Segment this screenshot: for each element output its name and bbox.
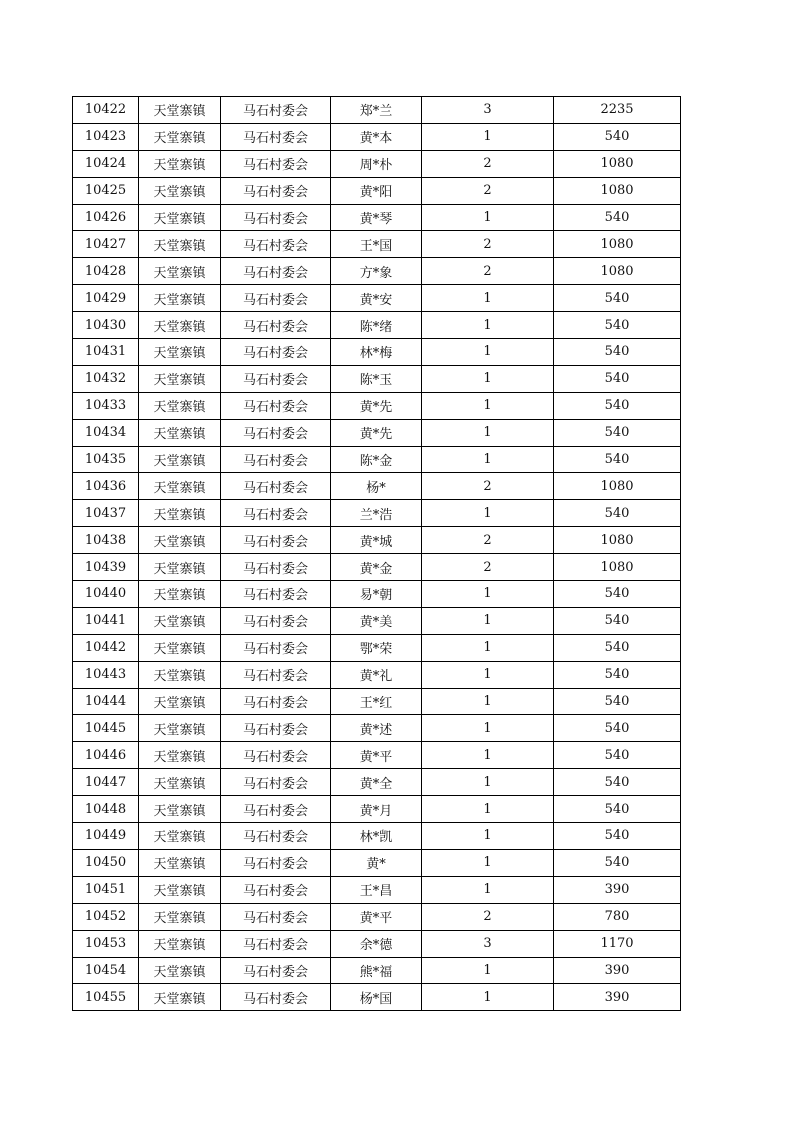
name-cell: 鄂*荣	[331, 634, 422, 661]
town-cell: 天堂寨镇	[139, 339, 221, 366]
household-count-cell: 1	[422, 339, 554, 366]
household-count-cell: 1	[422, 957, 554, 984]
row-id-cell: 10436	[73, 473, 139, 500]
amount-cell: 540	[554, 796, 681, 823]
amount-cell: 780	[554, 903, 681, 930]
household-count-cell: 1	[422, 581, 554, 608]
row-id-cell: 10448	[73, 796, 139, 823]
name-cell: 周*朴	[331, 150, 422, 177]
town-cell: 天堂寨镇	[139, 957, 221, 984]
town-cell: 天堂寨镇	[139, 527, 221, 554]
household-count-cell: 2	[422, 150, 554, 177]
name-cell: 黄*本	[331, 123, 422, 150]
amount-cell: 1080	[554, 473, 681, 500]
table-row	[73, 285, 681, 312]
row-id-cell: 10455	[73, 984, 139, 1011]
village-committee-cell: 马石村委会	[221, 715, 331, 742]
name-cell: 林*梅	[331, 339, 422, 366]
town-cell: 天堂寨镇	[139, 796, 221, 823]
row-id-cell: 10443	[73, 661, 139, 688]
household-count-cell: 1	[422, 607, 554, 634]
village-committee-cell: 马石村委会	[221, 661, 331, 688]
name-cell: 王*昌	[331, 876, 422, 903]
table-row	[73, 903, 681, 930]
amount-cell: 390	[554, 957, 681, 984]
amount-cell: 1080	[554, 527, 681, 554]
table-row	[73, 957, 681, 984]
row-id-cell: 10440	[73, 581, 139, 608]
town-cell: 天堂寨镇	[139, 742, 221, 769]
amount-cell: 1080	[554, 150, 681, 177]
village-committee-cell: 马石村委会	[221, 258, 331, 285]
amount-cell: 540	[554, 742, 681, 769]
household-count-cell: 2	[422, 473, 554, 500]
name-cell: 黄*先	[331, 392, 422, 419]
town-cell: 天堂寨镇	[139, 473, 221, 500]
name-cell: 黄*述	[331, 715, 422, 742]
name-cell: 林*凯	[331, 823, 422, 850]
row-id-cell: 10427	[73, 231, 139, 258]
row-id-cell: 10445	[73, 715, 139, 742]
table-row	[73, 823, 681, 850]
name-cell: 郑*兰	[331, 97, 422, 124]
table-row	[73, 339, 681, 366]
row-id-cell: 10431	[73, 339, 139, 366]
household-count-cell: 1	[422, 849, 554, 876]
household-count-cell: 1	[422, 823, 554, 850]
town-cell: 天堂寨镇	[139, 285, 221, 312]
town-cell: 天堂寨镇	[139, 97, 221, 124]
table-row	[73, 607, 681, 634]
town-cell: 天堂寨镇	[139, 903, 221, 930]
row-id-cell: 10428	[73, 258, 139, 285]
household-count-cell: 1	[422, 285, 554, 312]
village-committee-cell: 马石村委会	[221, 204, 331, 231]
town-cell: 天堂寨镇	[139, 688, 221, 715]
amount-cell: 2235	[554, 97, 681, 124]
town-cell: 天堂寨镇	[139, 581, 221, 608]
household-count-cell: 1	[422, 661, 554, 688]
amount-cell: 540	[554, 581, 681, 608]
name-cell: 黄*月	[331, 796, 422, 823]
town-cell: 天堂寨镇	[139, 769, 221, 796]
town-cell: 天堂寨镇	[139, 554, 221, 581]
town-cell: 天堂寨镇	[139, 365, 221, 392]
name-cell: 黄*金	[331, 554, 422, 581]
table-row	[73, 473, 681, 500]
table-row	[73, 177, 681, 204]
name-cell: 黄*平	[331, 903, 422, 930]
table-row	[73, 365, 681, 392]
town-cell: 天堂寨镇	[139, 823, 221, 850]
amount-cell: 540	[554, 204, 681, 231]
town-cell: 天堂寨镇	[139, 634, 221, 661]
household-count-cell: 1	[422, 500, 554, 527]
village-committee-cell: 马石村委会	[221, 742, 331, 769]
row-id-cell: 10425	[73, 177, 139, 204]
table-row	[73, 849, 681, 876]
town-cell: 天堂寨镇	[139, 123, 221, 150]
table-row	[73, 581, 681, 608]
town-cell: 天堂寨镇	[139, 204, 221, 231]
name-cell: 黄*琴	[331, 204, 422, 231]
town-cell: 天堂寨镇	[139, 661, 221, 688]
name-cell: 王*红	[331, 688, 422, 715]
household-count-cell: 1	[422, 688, 554, 715]
village-committee-cell: 马石村委会	[221, 150, 331, 177]
town-cell: 天堂寨镇	[139, 258, 221, 285]
village-committee-cell: 马石村委会	[221, 581, 331, 608]
village-committee-cell: 马石村委会	[221, 554, 331, 581]
village-committee-cell: 马石村委会	[221, 177, 331, 204]
town-cell: 天堂寨镇	[139, 231, 221, 258]
amount-cell: 540	[554, 446, 681, 473]
village-committee-cell: 马石村委会	[221, 957, 331, 984]
amount-cell: 1080	[554, 258, 681, 285]
village-committee-cell: 马石村委会	[221, 312, 331, 339]
row-id-cell: 10424	[73, 150, 139, 177]
row-id-cell: 10452	[73, 903, 139, 930]
name-cell: 陈*金	[331, 446, 422, 473]
village-committee-cell: 马石村委会	[221, 365, 331, 392]
name-cell: 黄*全	[331, 769, 422, 796]
amount-cell: 1080	[554, 177, 681, 204]
row-id-cell: 10451	[73, 876, 139, 903]
table-row	[73, 150, 681, 177]
amount-cell: 540	[554, 312, 681, 339]
village-committee-cell: 马石村委会	[221, 392, 331, 419]
amount-cell: 1080	[554, 554, 681, 581]
name-cell: 易*朝	[331, 581, 422, 608]
table-row	[73, 930, 681, 957]
household-count-cell: 1	[422, 123, 554, 150]
table-row	[73, 984, 681, 1011]
amount-cell: 540	[554, 688, 681, 715]
village-committee-cell: 马石村委会	[221, 285, 331, 312]
table-row	[73, 742, 681, 769]
village-committee-cell: 马石村委会	[221, 607, 331, 634]
amount-cell: 540	[554, 607, 681, 634]
name-cell: 黄*先	[331, 419, 422, 446]
amount-cell: 390	[554, 876, 681, 903]
household-count-cell: 1	[422, 419, 554, 446]
amount-cell: 540	[554, 769, 681, 796]
town-cell: 天堂寨镇	[139, 607, 221, 634]
household-count-cell: 1	[422, 715, 554, 742]
town-cell: 天堂寨镇	[139, 150, 221, 177]
amount-cell: 540	[554, 419, 681, 446]
village-committee-cell: 马石村委会	[221, 339, 331, 366]
village-committee-cell: 马石村委会	[221, 123, 331, 150]
town-cell: 天堂寨镇	[139, 930, 221, 957]
town-cell: 天堂寨镇	[139, 876, 221, 903]
town-cell: 天堂寨镇	[139, 984, 221, 1011]
household-count-cell: 2	[422, 231, 554, 258]
amount-cell: 540	[554, 500, 681, 527]
household-count-cell: 3	[422, 930, 554, 957]
row-id-cell: 10423	[73, 123, 139, 150]
row-id-cell: 10429	[73, 285, 139, 312]
table-row	[73, 312, 681, 339]
name-cell: 王*国	[331, 231, 422, 258]
name-cell: 余*德	[331, 930, 422, 957]
name-cell: 方*象	[331, 258, 422, 285]
amount-cell: 540	[554, 392, 681, 419]
row-id-cell: 10441	[73, 607, 139, 634]
amount-cell: 540	[554, 339, 681, 366]
name-cell: 杨*国	[331, 984, 422, 1011]
row-id-cell: 10433	[73, 392, 139, 419]
row-id-cell: 10454	[73, 957, 139, 984]
row-id-cell: 10434	[73, 419, 139, 446]
village-committee-cell: 马石村委会	[221, 876, 331, 903]
row-id-cell: 10426	[73, 204, 139, 231]
amount-cell: 540	[554, 661, 681, 688]
table-row	[73, 97, 681, 124]
name-cell: 黄*美	[331, 607, 422, 634]
village-committee-cell: 马石村委会	[221, 984, 331, 1011]
table-row	[73, 661, 681, 688]
village-committee-cell: 马石村委会	[221, 634, 331, 661]
village-committee-cell: 马石村委会	[221, 930, 331, 957]
table-row	[73, 419, 681, 446]
table-row	[73, 500, 681, 527]
household-count-cell: 1	[422, 312, 554, 339]
town-cell: 天堂寨镇	[139, 446, 221, 473]
village-committee-cell: 马石村委会	[221, 446, 331, 473]
table-row	[73, 231, 681, 258]
name-cell: 黄*礼	[331, 661, 422, 688]
table-row	[73, 204, 681, 231]
name-cell: 杨*	[331, 473, 422, 500]
amount-cell: 540	[554, 123, 681, 150]
row-id-cell: 10432	[73, 365, 139, 392]
town-cell: 天堂寨镇	[139, 715, 221, 742]
village-committee-cell: 马石村委会	[221, 769, 331, 796]
village-committee-cell: 马石村委会	[221, 419, 331, 446]
name-cell: 黄*城	[331, 527, 422, 554]
household-count-cell: 2	[422, 258, 554, 285]
row-id-cell: 10447	[73, 769, 139, 796]
household-count-cell: 1	[422, 446, 554, 473]
household-count-cell: 1	[422, 204, 554, 231]
town-cell: 天堂寨镇	[139, 419, 221, 446]
village-committee-cell: 马石村委会	[221, 231, 331, 258]
name-cell: 黄*安	[331, 285, 422, 312]
table-body	[73, 97, 681, 1011]
town-cell: 天堂寨镇	[139, 392, 221, 419]
name-cell: 黄*阳	[331, 177, 422, 204]
village-committee-cell: 马石村委会	[221, 823, 331, 850]
amount-cell: 540	[554, 285, 681, 312]
village-committee-cell: 马石村委会	[221, 796, 331, 823]
table-row	[73, 258, 681, 285]
name-cell: 陈*绪	[331, 312, 422, 339]
household-count-cell: 2	[422, 554, 554, 581]
village-committee-cell: 马石村委会	[221, 500, 331, 527]
town-cell: 天堂寨镇	[139, 500, 221, 527]
table-row	[73, 554, 681, 581]
household-count-cell: 2	[422, 177, 554, 204]
data-table	[72, 96, 681, 1011]
table-row	[73, 688, 681, 715]
row-id-cell: 10450	[73, 849, 139, 876]
table-row	[73, 123, 681, 150]
row-id-cell: 10442	[73, 634, 139, 661]
amount-cell: 540	[554, 715, 681, 742]
row-id-cell: 10435	[73, 446, 139, 473]
amount-cell: 540	[554, 849, 681, 876]
name-cell: 黄*	[331, 849, 422, 876]
row-id-cell: 10422	[73, 97, 139, 124]
row-id-cell: 10437	[73, 500, 139, 527]
household-count-cell: 1	[422, 769, 554, 796]
name-cell: 熊*福	[331, 957, 422, 984]
household-count-cell: 2	[422, 527, 554, 554]
village-committee-cell: 马石村委会	[221, 527, 331, 554]
household-count-cell: 1	[422, 392, 554, 419]
household-count-cell: 2	[422, 903, 554, 930]
amount-cell: 390	[554, 984, 681, 1011]
household-count-cell: 1	[422, 365, 554, 392]
row-id-cell: 10444	[73, 688, 139, 715]
name-cell: 黄*平	[331, 742, 422, 769]
amount-cell: 1080	[554, 231, 681, 258]
table-row	[73, 876, 681, 903]
amount-cell: 1170	[554, 930, 681, 957]
table-row	[73, 769, 681, 796]
household-count-cell: 1	[422, 634, 554, 661]
row-id-cell: 10449	[73, 823, 139, 850]
name-cell: 陈*玉	[331, 365, 422, 392]
table-row	[73, 527, 681, 554]
row-id-cell: 10438	[73, 527, 139, 554]
household-count-cell: 1	[422, 984, 554, 1011]
household-count-cell: 1	[422, 742, 554, 769]
village-committee-cell: 马石村委会	[221, 97, 331, 124]
table-row	[73, 392, 681, 419]
row-id-cell: 10453	[73, 930, 139, 957]
town-cell: 天堂寨镇	[139, 849, 221, 876]
household-count-cell: 1	[422, 796, 554, 823]
village-committee-cell: 马石村委会	[221, 688, 331, 715]
row-id-cell: 10430	[73, 312, 139, 339]
row-id-cell: 10439	[73, 554, 139, 581]
table-row	[73, 634, 681, 661]
household-count-cell: 1	[422, 876, 554, 903]
village-committee-cell: 马石村委会	[221, 903, 331, 930]
amount-cell: 540	[554, 634, 681, 661]
amount-cell: 540	[554, 823, 681, 850]
table-row	[73, 715, 681, 742]
village-committee-cell: 马石村委会	[221, 849, 331, 876]
town-cell: 天堂寨镇	[139, 177, 221, 204]
name-cell: 兰*浩	[331, 500, 422, 527]
table-row	[73, 796, 681, 823]
town-cell: 天堂寨镇	[139, 312, 221, 339]
amount-cell: 540	[554, 365, 681, 392]
household-count-cell: 3	[422, 97, 554, 124]
village-committee-cell: 马石村委会	[221, 473, 331, 500]
row-id-cell: 10446	[73, 742, 139, 769]
table-row	[73, 446, 681, 473]
